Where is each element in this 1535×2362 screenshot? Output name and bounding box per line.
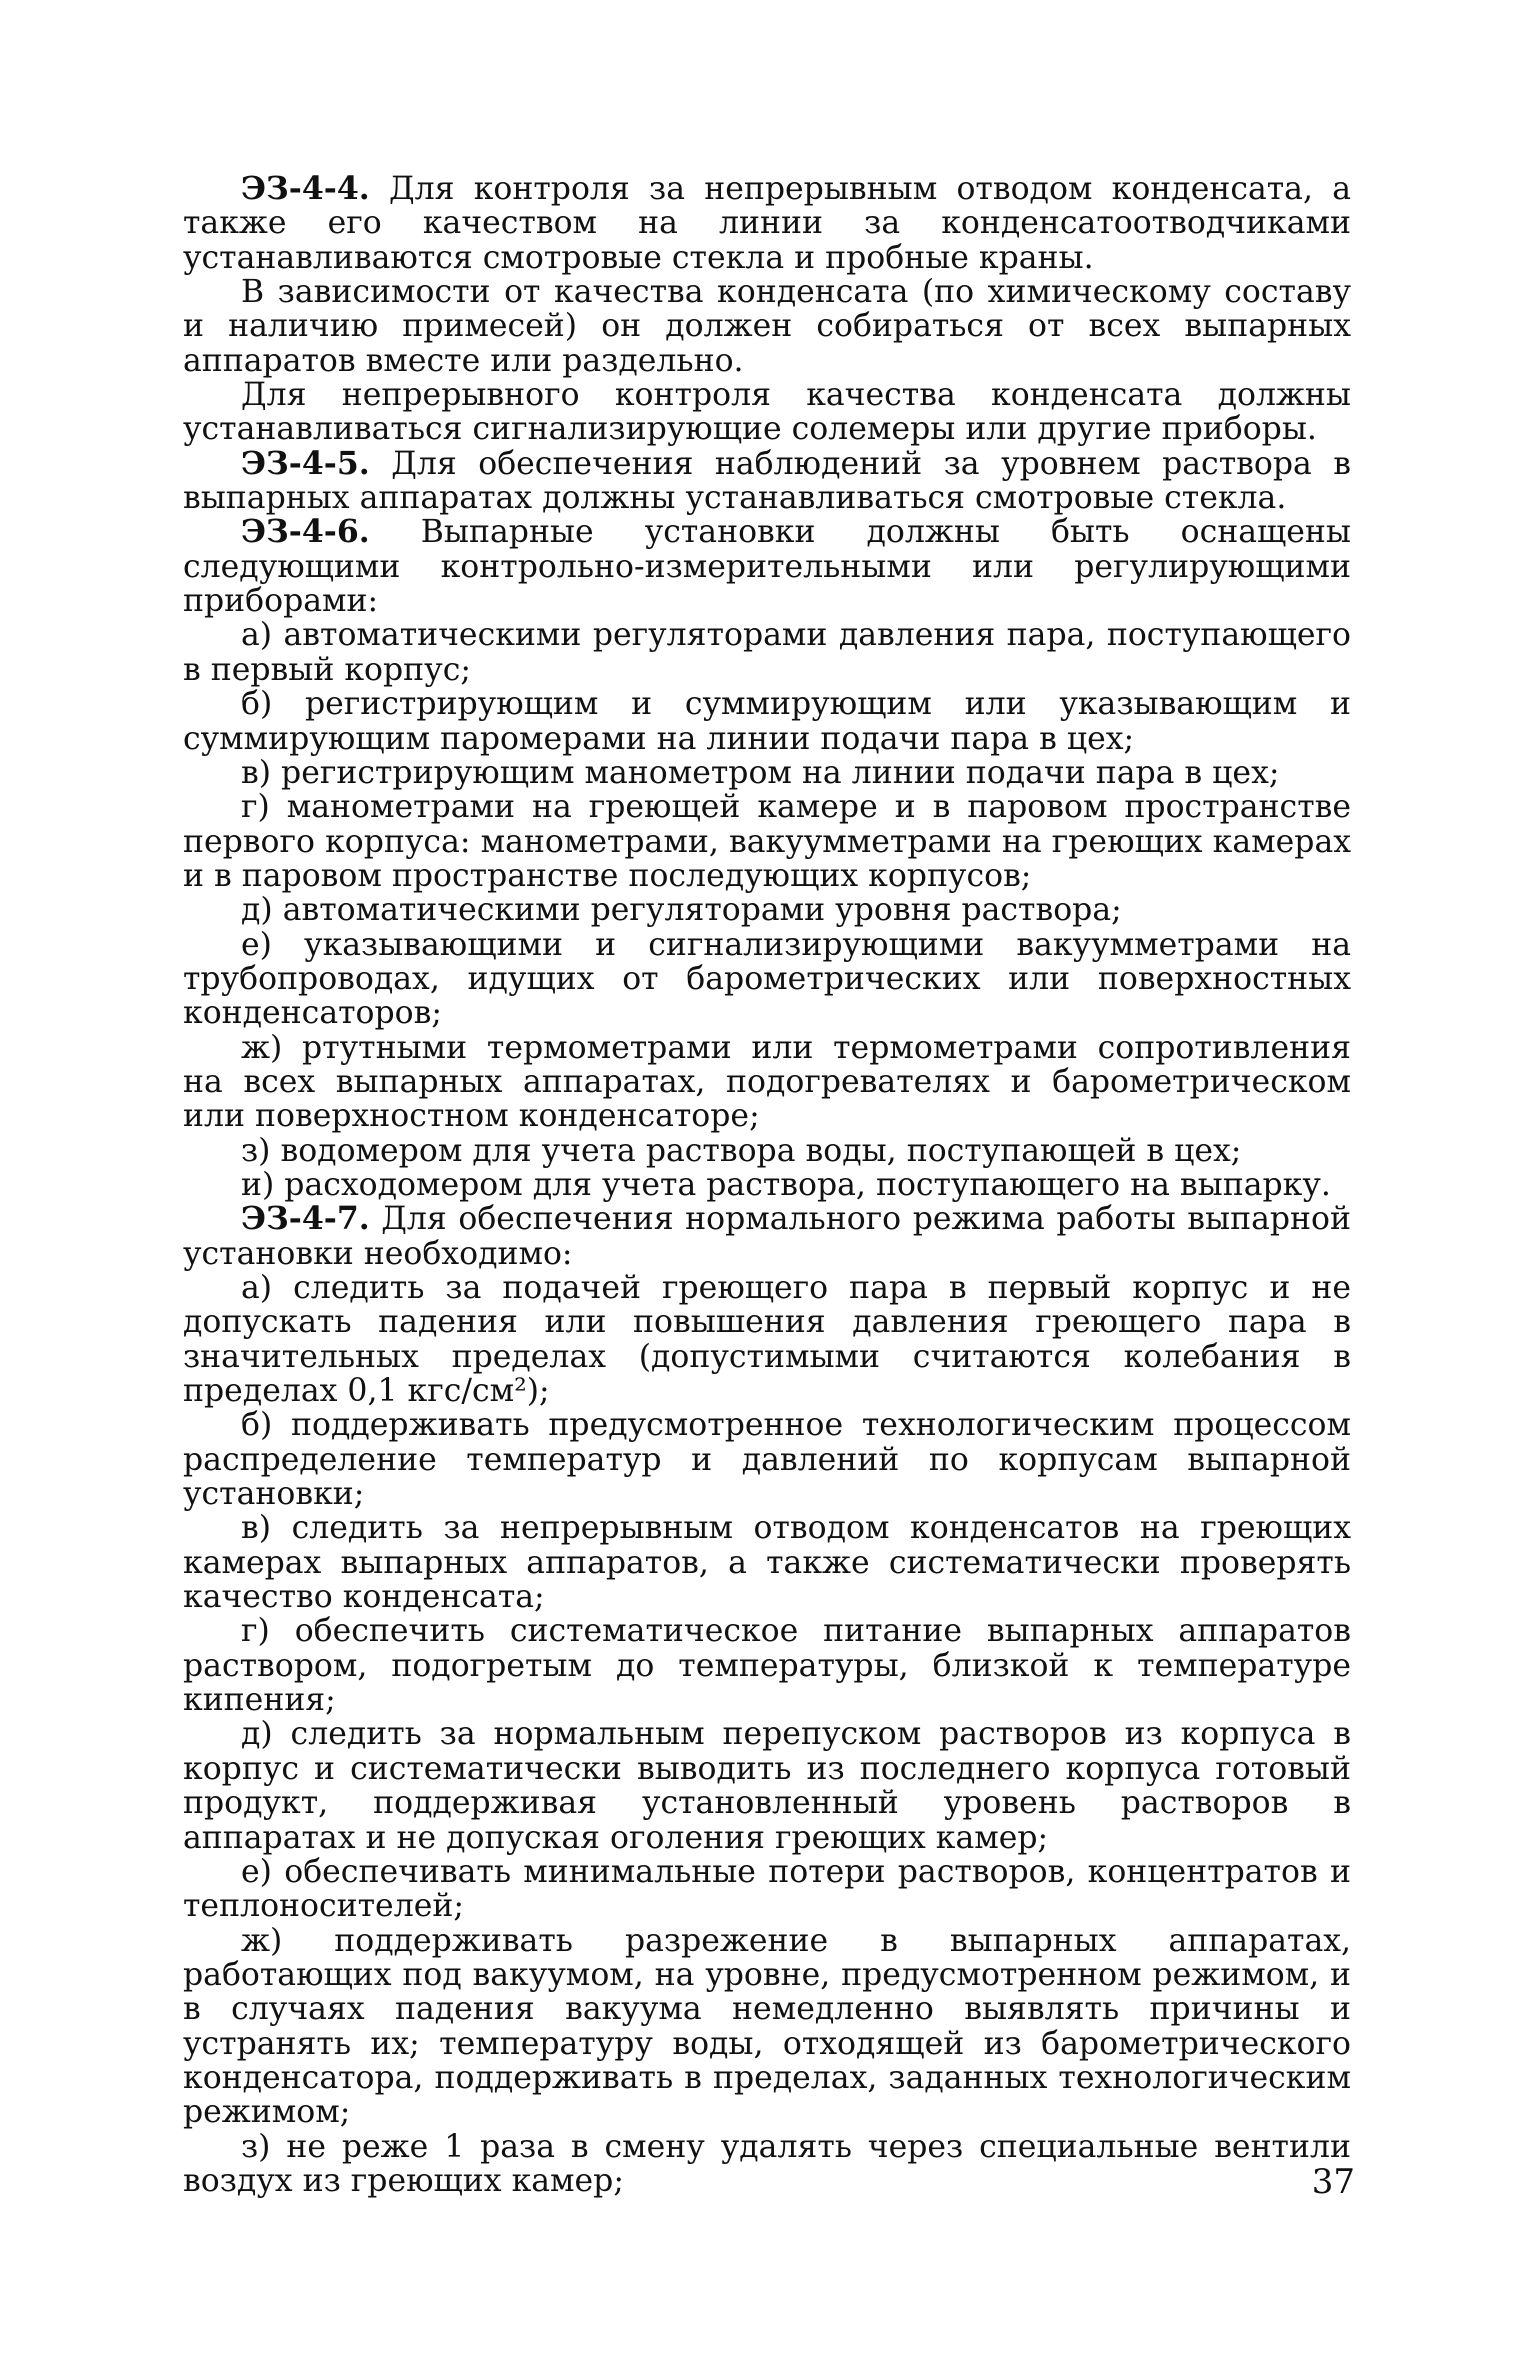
list-item-a <box>183 1271 1351 1408</box>
paragraph-text: Для контроля за непрерывным отводом конденсата, а также его качеством на линии за конденсатоотводчиками устанавливаются смотровые стекла и пробные краны. <box>183 171 1351 276</box>
list-item-text: в) регистрирующим манометром на линии подачи пара в цех; <box>241 754 1280 791</box>
paragraph-e3-4-5 <box>183 444 1351 517</box>
paragraph-text: Для непрерывного контроля качества конденсата должны устанавливаться сигнализирующие солемеры или другие приборы. <box>183 377 1351 448</box>
clause-number: ЭЗ-4-7. <box>241 1200 370 1238</box>
list-item-e <box>183 928 1351 1031</box>
page-number: 37 <box>1311 2162 1355 2202</box>
list-item-d <box>183 893 1351 927</box>
list-item-text: з) не реже 1 раза в смену удалять через специальные вентили воздух из греющих камер; <box>183 2128 1351 2199</box>
list-item-text: е) обеспечивать минимальные потери растворов, концентратов и теплоносителей; <box>183 1853 1351 1925</box>
paragraph-text: Выпарные установки должны быть оснащены следующими контрольно-измерительными или регулирующими приборами: <box>183 514 1351 620</box>
list-item-b <box>183 1408 1351 1511</box>
list-item-text: а) автоматическими регуляторами давления пара, поступающего в первый корпус; <box>183 617 1351 688</box>
list-item-text: ж) ртутными термометрами или термометрами сопротивления на всех выпарных аппаратах, подогревателях и барометрическом или поверхностном конденсаторе; <box>183 1029 1351 1135</box>
list-item-text: б) поддерживать предусмотренное технологическим процессом распределение температур и давлений по корпусам выпарной установки; <box>183 1407 1351 1513</box>
list-item-g <box>183 1614 1351 1717</box>
list-item-zh <box>183 1924 1351 2130</box>
list-item-z <box>183 2130 1351 2199</box>
list-item-e <box>183 1855 1351 1924</box>
paragraph-e3-4-7 <box>183 1202 1351 1271</box>
list-item-text: ж) поддерживать разрежение в выпарных аппаратах, работающих под вакуумом, на уровне, предусмотренном режимом, и в случаях падения вакуума немедленно выявлять причины и устранять их; температуру воды, отходящей из барометрического конденсатора, поддерживать в пределах, заданных технологическим режимом; <box>183 1922 1351 2131</box>
list-item-zh <box>183 1031 1351 1134</box>
paragraph-condensate-control <box>183 378 1351 447</box>
clause-number: ЭЗ-4-5. <box>241 444 370 482</box>
list-item-text: б) регистрирующим и суммирующим или указывающим и суммирующим паромерами на линии подачи пара в цех; <box>183 686 1351 757</box>
paragraph-e3-4-6 <box>183 515 1351 618</box>
list-item-text: в) следить за непрерывным отводом конденсатов на греющих камерах выпарных аппаратов, а также систематически проверять качество конденсата; <box>183 1510 1351 1616</box>
list-item-text: е) указывающими и сигнализирующими вакуумметрами на трубопроводах, идущих от барометрических или поверхностных конденсаторов; <box>183 926 1351 1032</box>
list-item-text: а) следить за подачей греющего пара в первый корпус и не допускать падения или повышения давления греющего пара в значительных пределах (допустимыми считаются колебания в пределах 0,1 кгс/см²); <box>183 1270 1351 1410</box>
list-item-text: г) манометрами на греющей камере и в паровом пространстве первого корпуса: манометрами, вакуумметрами на греющих камерах и в паровом пространстве последующих корпусов; <box>183 789 1351 894</box>
list-item-z <box>183 1134 1351 1168</box>
paragraph-e3-4-4 <box>183 172 1351 275</box>
list-item-a <box>183 618 1351 687</box>
list-item-text: г) обеспечить систематическое питание выпарных аппаратов раствором, подогретым до температуры, близкой к температуре кипения; <box>183 1613 1351 1719</box>
list-item-v <box>183 756 1351 790</box>
list-item-text: з) водомером для учета раствора воды, поступающей в цех; <box>241 1132 1242 1169</box>
list-item-v <box>183 1511 1351 1614</box>
paragraph-condensate-collection <box>183 275 1351 378</box>
list-item-g <box>183 790 1351 893</box>
list-item-text: д) автоматическими регуляторами уровня раствора; <box>241 892 1122 929</box>
clause-number: ЭЗ-4-4. <box>241 170 370 207</box>
paragraph-text: В зависимости от качества конденсата (по химическому составу и наличию примесей) он должен собираться от всех выпарных аппаратов вместе или раздельно. <box>183 274 1351 379</box>
list-item-b <box>183 687 1351 756</box>
list-item-text: д) следить за нормальным перепуском растворов из корпуса в корпус и систематически выводить из последнего корпуса готовый продукт, поддерживая установленный уровень растворов в аппаратах и не допуская оголения греющих камер; <box>183 1716 1351 1856</box>
paragraph-text: Для обеспечения наблюдений за уровнем раствора в выпарных аппаратах должны устанавливаться смотровые стекла. <box>183 445 1351 517</box>
list-item-i <box>183 1168 1351 1202</box>
paragraph-text: Для обеспечения нормального режима работы выпарной установки необходимо: <box>183 1201 1351 1272</box>
list-item-text: и) расходомером для учета раствора, поступающего на выпарку. <box>241 1166 1331 1203</box>
body-text <box>183 172 1351 2198</box>
list-item-d <box>183 1717 1351 1854</box>
clause-number: ЭЗ-4-6. <box>241 513 370 551</box>
